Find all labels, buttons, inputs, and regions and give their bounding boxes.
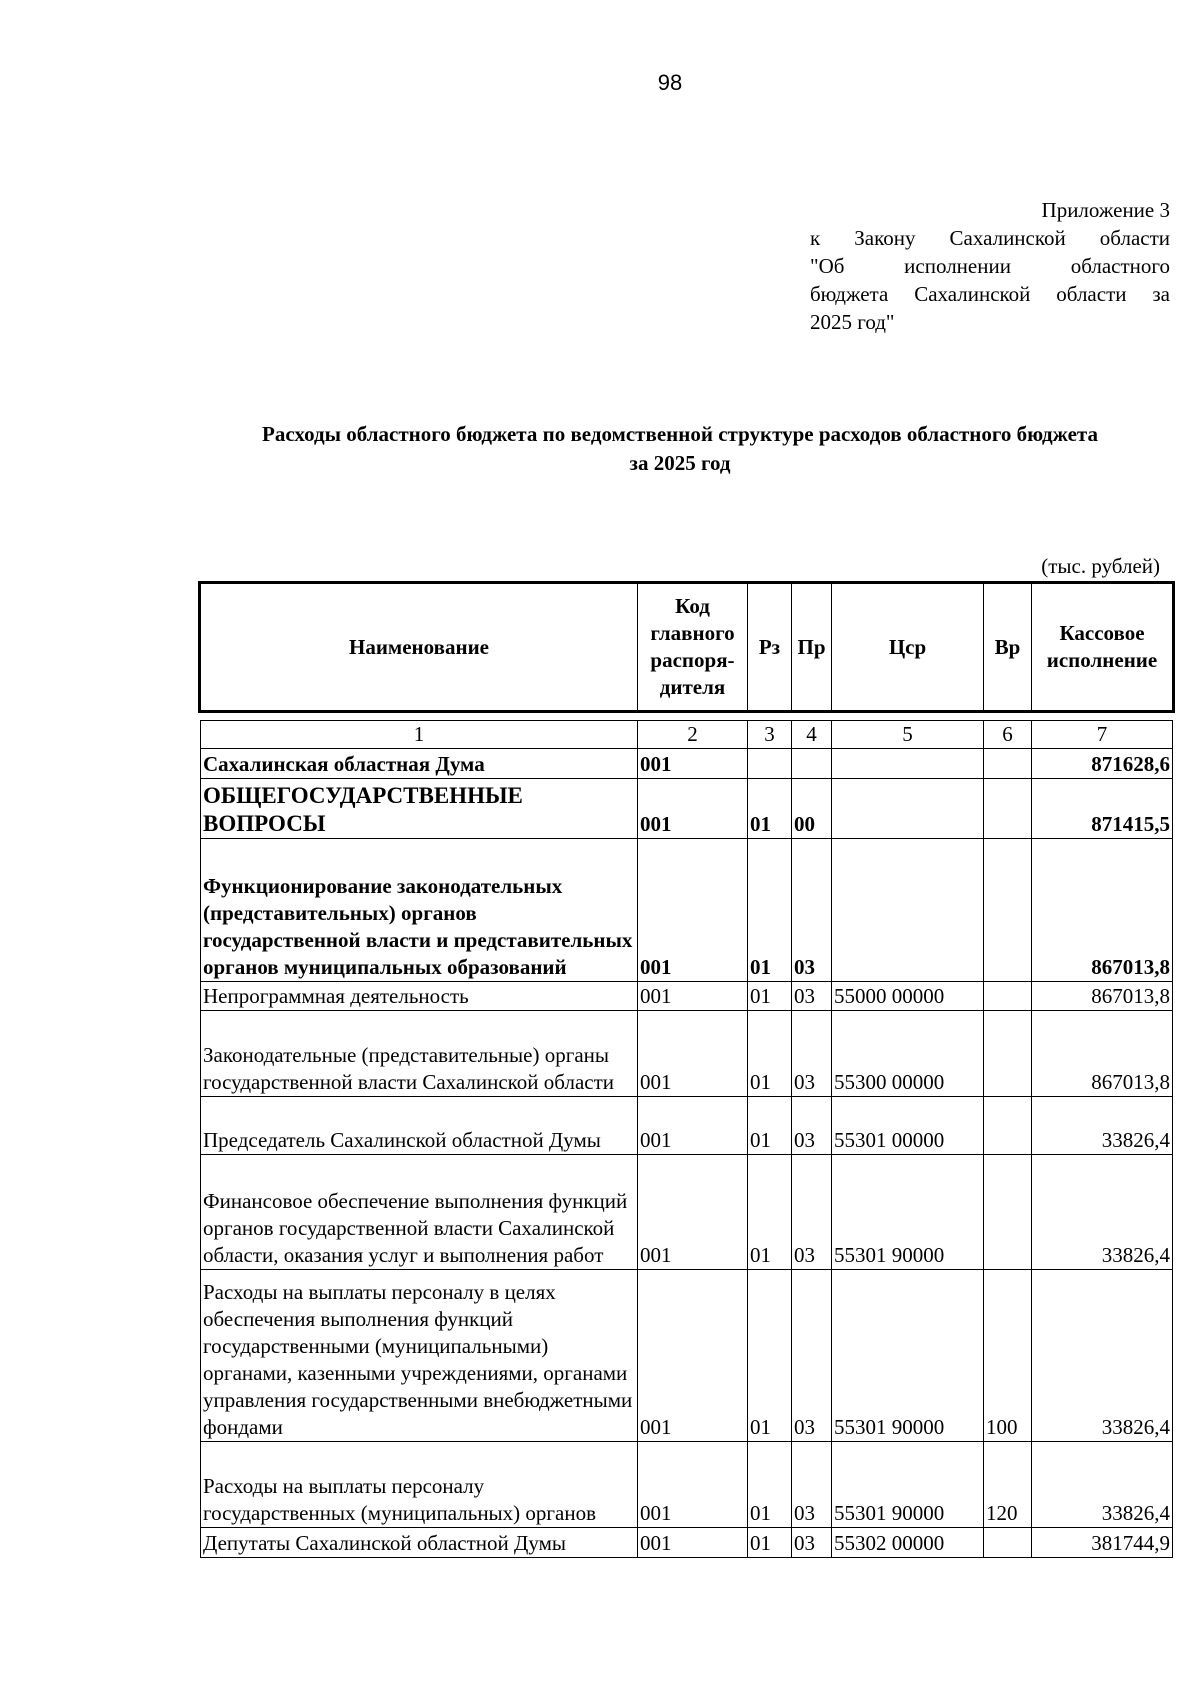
row-code: 001 xyxy=(638,1442,748,1528)
row-pr: 03 xyxy=(792,1097,832,1155)
table-row xyxy=(201,1442,1173,1528)
row-csr xyxy=(832,839,984,982)
row-pr: 00 xyxy=(792,779,832,839)
row-rz: 01 xyxy=(748,779,792,839)
row-rz xyxy=(748,749,792,779)
row-amount: 867013,8 xyxy=(1032,1011,1173,1097)
appendix-line: "Об исполнении областного xyxy=(810,254,1170,278)
row-pr xyxy=(792,749,832,779)
row-rz: 01 xyxy=(748,1442,792,1528)
row-code: 001 xyxy=(638,839,748,982)
unit-label: (тыс. рублей) xyxy=(1041,554,1160,578)
column-number: 4 xyxy=(792,721,832,749)
row-name: Председатель Сахалинской областной Думы xyxy=(201,1097,638,1155)
table-row xyxy=(201,839,1173,982)
row-csr xyxy=(832,779,984,839)
row-name: ОБЩЕГОСУДАРСТВЕННЫЕ ВОПРОСЫ xyxy=(201,779,638,839)
row-vr xyxy=(984,749,1032,779)
row-amount: 33826,4 xyxy=(1032,1097,1173,1155)
row-amount: 871415,5 xyxy=(1032,779,1173,839)
row-amount: 33826,4 xyxy=(1032,1270,1173,1442)
row-name: Сахалинская областная Дума xyxy=(201,749,638,779)
row-code: 001 xyxy=(638,1270,748,1442)
row-pr: 03 xyxy=(792,1011,832,1097)
row-amount: 871628,6 xyxy=(1032,749,1173,779)
row-name: Функционирование законодательных (представительных) органов государственной власти и представительных органов муниципальных образований xyxy=(201,839,638,982)
table-row xyxy=(201,779,1173,839)
header-code: Код главного распоря- дителя xyxy=(638,584,748,711)
row-rz: 01 xyxy=(748,1270,792,1442)
row-vr xyxy=(984,839,1032,982)
row-rz: 01 xyxy=(748,982,792,1011)
row-rz: 01 xyxy=(748,1097,792,1155)
row-pr: 03 xyxy=(792,1270,832,1442)
row-name: Законодательные (представительные) органы государственной власти Сахалинской области xyxy=(201,1011,638,1097)
header-execution: Кассовое исполнение xyxy=(1032,584,1173,711)
column-number: 2 xyxy=(638,721,748,749)
row-pr: 03 xyxy=(792,982,832,1011)
row-vr xyxy=(984,1155,1032,1270)
row-name: Непрограммная деятельность xyxy=(201,982,638,1011)
row-code: 001 xyxy=(638,982,748,1011)
row-code: 001 xyxy=(638,1097,748,1155)
row-csr: 55302 00000 xyxy=(832,1528,984,1558)
appendix-line: 2025 год" xyxy=(810,310,895,334)
row-vr xyxy=(984,982,1032,1011)
row-vr xyxy=(984,1528,1032,1558)
row-csr: 55300 00000 xyxy=(832,1011,984,1097)
row-name: Расходы на выплаты персоналу государственных (муниципальных) органов xyxy=(201,1442,638,1528)
row-amount: 867013,8 xyxy=(1032,982,1173,1011)
title-line: Расходы областного бюджета по ведомственной структуре расходов областного бюджета xyxy=(262,422,1098,446)
row-csr: 55301 90000 xyxy=(832,1270,984,1442)
row-rz: 01 xyxy=(748,1528,792,1558)
row-csr: 55000 00000 xyxy=(832,982,984,1011)
appendix-line: Приложение 3 xyxy=(1041,198,1170,222)
appendix-note xyxy=(810,196,1170,336)
title-line: за 2025 год xyxy=(629,451,731,475)
appendix-line: к Закону Сахалинской области xyxy=(810,226,1170,250)
table-row xyxy=(201,1097,1173,1155)
row-amount: 33826,4 xyxy=(1032,1442,1173,1528)
budget-table xyxy=(200,720,1173,1558)
header-csr: Цср xyxy=(832,584,984,711)
header-name: Наименование xyxy=(201,584,638,711)
row-name: Депутаты Сахалинской областной Думы xyxy=(201,1528,638,1558)
row-code: 001 xyxy=(638,749,748,779)
table-row xyxy=(201,1528,1173,1558)
row-pr: 03 xyxy=(792,839,832,982)
row-vr xyxy=(984,1011,1032,1097)
table-row xyxy=(201,1270,1173,1442)
row-code: 001 xyxy=(638,1011,748,1097)
row-csr: 55301 90000 xyxy=(832,1155,984,1270)
row-code: 001 xyxy=(638,1155,748,1270)
row-vr xyxy=(984,779,1032,839)
row-amount: 33826,4 xyxy=(1032,1155,1173,1270)
page-number: 98 xyxy=(657,70,683,95)
table-row xyxy=(201,1155,1173,1270)
row-name: Финансовое обеспечение выполнения функций органов государственной власти Сахалинской области, оказания услуг и выполнения работ xyxy=(201,1155,638,1270)
appendix-line: бюджета Сахалинской области за xyxy=(810,282,1170,306)
column-number: 6 xyxy=(984,721,1032,749)
document-title xyxy=(150,420,1200,478)
row-name: Расходы на выплаты персоналу в целях обеспечения выполнения функций государственными (муниципальными) органами, казенными учреждениями, органами управления государственными внебюджетными фондами xyxy=(201,1270,638,1442)
column-number: 3 xyxy=(748,721,792,749)
column-number: 1 xyxy=(201,721,638,749)
row-pr: 03 xyxy=(792,1528,832,1558)
row-rz: 01 xyxy=(748,1011,792,1097)
row-amount: 867013,8 xyxy=(1032,839,1173,982)
row-rz: 01 xyxy=(748,839,792,982)
row-amount: 381744,9 xyxy=(1032,1528,1173,1558)
row-pr: 03 xyxy=(792,1155,832,1270)
row-csr: 55301 90000 xyxy=(832,1442,984,1528)
header-rz: Рз xyxy=(748,584,792,711)
table-header xyxy=(200,583,1173,711)
row-code: 001 xyxy=(638,1528,748,1558)
header-pr: Пр xyxy=(792,584,832,711)
row-pr: 03 xyxy=(792,1442,832,1528)
row-csr: 55301 00000 xyxy=(832,1097,984,1155)
column-number: 7 xyxy=(1032,721,1173,749)
row-vr: 120 xyxy=(984,1442,1032,1528)
row-rz: 01 xyxy=(748,1155,792,1270)
column-number: 5 xyxy=(832,721,984,749)
row-vr xyxy=(984,1097,1032,1155)
row-code: 001 xyxy=(638,779,748,839)
row-csr xyxy=(832,749,984,779)
table-row xyxy=(201,1011,1173,1097)
table-row xyxy=(201,982,1173,1011)
table-row xyxy=(201,749,1173,779)
column-number-row xyxy=(201,721,1173,749)
row-vr: 100 xyxy=(984,1270,1032,1442)
header-vr: Вр xyxy=(984,584,1032,711)
